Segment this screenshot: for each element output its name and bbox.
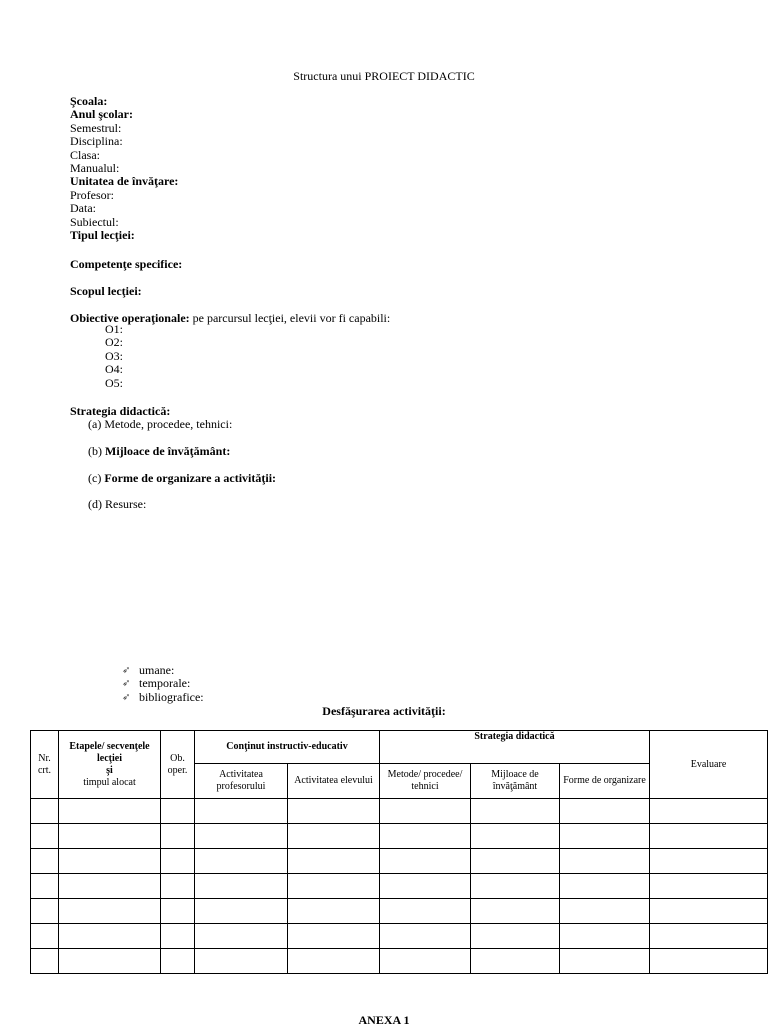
page-title: Structura unui PROIECT DIDACTIC: [293, 69, 475, 83]
field-label: Data:: [70, 201, 96, 216]
strategia-text: Mijloace de învăţământ:: [105, 444, 231, 458]
table-cell: [380, 799, 471, 824]
table-row: [31, 949, 768, 974]
etape-line: timpul alocat: [83, 776, 136, 788]
table-cell: [59, 849, 161, 874]
table-cell: [195, 949, 288, 974]
table-cell: [59, 874, 161, 899]
col-continut: Conţinut instructiv-educativ: [195, 731, 380, 764]
table-cell: [59, 924, 161, 949]
arrow-bullet-icon: ➶: [122, 665, 131, 676]
table-cell: [288, 824, 380, 849]
table-cell: [31, 899, 59, 924]
strategia-item-b: [88, 444, 230, 459]
field-label: Unitatea de învăţare:: [70, 174, 179, 189]
obiectiv-item: O4:: [105, 362, 123, 377]
table-cell: [195, 899, 288, 924]
strategia-text: Resurse:: [105, 497, 147, 511]
table-cell: [195, 874, 288, 899]
field-label: Şcoala:: [70, 94, 108, 108]
obiective-text: pe parcursul lecţiei, elevii vor fi capabili:: [189, 311, 391, 325]
col-etape: [59, 731, 161, 799]
strategia-text: Metode, procedee, tehnici:: [104, 417, 233, 431]
strategia-prefix: (b): [88, 444, 102, 458]
col-evaluare: Evaluare: [650, 731, 768, 799]
obiectiv-item: O5:: [105, 375, 123, 390]
field-label: Semestrul:: [70, 120, 122, 135]
table-row: [31, 899, 768, 924]
table-cell: [288, 874, 380, 899]
anexa-label: ANEXA 1: [358, 1013, 410, 1027]
table-row: [31, 924, 768, 949]
field-label: Profesor:: [70, 187, 114, 202]
resurse-item: [122, 664, 204, 677]
field-label: Subiectul:: [70, 214, 119, 229]
table-cell: [288, 949, 380, 974]
table-cell: [650, 899, 768, 924]
strategia-label: Strategia didactică:: [70, 404, 171, 418]
table-cell: [560, 799, 650, 824]
strategia-prefix: (d): [88, 497, 102, 511]
table-cell: [59, 949, 161, 974]
arrow-bullet-icon: ➶: [122, 691, 131, 703]
table-cell: [161, 874, 195, 899]
col-forme: Forme de organizare: [560, 764, 650, 799]
table-cell: [195, 799, 288, 824]
table-row: [31, 849, 768, 874]
table-cell: [380, 949, 471, 974]
table-cell: [471, 849, 560, 874]
table-cell: [650, 949, 768, 974]
field-label: Disciplina:: [70, 134, 123, 149]
table-cell: [59, 824, 161, 849]
table-cell: [471, 874, 560, 899]
field-label: Manualul:: [70, 160, 120, 175]
strategia-item-a: [88, 417, 232, 432]
strategia-text: Forme de organizare a activităţii:: [104, 471, 277, 485]
strategia-item-d: [88, 497, 146, 512]
table-cell: [380, 849, 471, 874]
table-cell: [471, 799, 560, 824]
table-cell: [560, 824, 650, 849]
table-cell: [650, 824, 768, 849]
table-cell: [560, 849, 650, 874]
table-cell: [31, 924, 59, 949]
table-cell: [161, 899, 195, 924]
table-cell: [471, 949, 560, 974]
table-cell: [380, 924, 471, 949]
table-cell: [650, 924, 768, 949]
resurse-item: [122, 677, 204, 690]
resurse-text: temporale:: [139, 676, 191, 691]
table-cell: [650, 849, 768, 874]
header-fields: [70, 95, 178, 242]
col-activitatea-elevului: Activitatea elevului: [288, 764, 380, 799]
etape-line: Etapele/ secvenţele: [69, 740, 150, 752]
competente-label: Competenţe specifice:: [70, 257, 183, 271]
table-cell: [650, 874, 768, 899]
table-cell: [31, 799, 59, 824]
col-strategia: Strategia didactică: [380, 731, 650, 764]
scopul-label: Scopul lecţiei:: [70, 284, 142, 298]
field-label: Anul şcolar:: [70, 107, 133, 122]
strategia-item-c: [88, 471, 276, 486]
resurse-text: bibliografice:: [139, 689, 204, 704]
table-cell: [31, 874, 59, 899]
table-cell: [560, 899, 650, 924]
table-cell: [195, 824, 288, 849]
table-cell: [195, 849, 288, 874]
table-cell: [288, 924, 380, 949]
table-cell: [288, 899, 380, 924]
etape-line: şi: [106, 764, 113, 776]
table-cell: [380, 824, 471, 849]
strategia-prefix: (a): [88, 417, 102, 431]
table-body: [31, 799, 768, 974]
table-cell: [59, 799, 161, 824]
table-row: [31, 824, 768, 849]
etape-line: lecţiei: [97, 752, 122, 764]
activity-table: [30, 730, 768, 974]
table-cell: [161, 949, 195, 974]
table-cell: [161, 799, 195, 824]
table-cell: [288, 799, 380, 824]
table-cell: [471, 899, 560, 924]
strategia-prefix: (c): [88, 471, 102, 485]
obiectiv-item: O3:: [105, 348, 123, 363]
table-cell: [471, 824, 560, 849]
desfasurare-title: Desfăşurarea activităţii:: [322, 704, 446, 718]
arrow-bullet-icon: ➶: [122, 678, 131, 690]
field-label: Tipul lecţiei:: [70, 227, 135, 242]
table-cell: [195, 924, 288, 949]
obiectiv-item: O1:: [105, 322, 123, 336]
table-row: [31, 799, 768, 824]
table-row: [31, 874, 768, 899]
col-ob-oper: Ob. oper.: [161, 731, 195, 799]
field-label: Clasa:: [70, 147, 100, 162]
table-cell: [59, 899, 161, 924]
table-cell: [560, 924, 650, 949]
resurse-item: [122, 691, 204, 704]
col-activitatea-profesorului: Activitatea profesorului: [195, 764, 288, 799]
table-cell: [288, 849, 380, 874]
table-cell: [31, 849, 59, 874]
table-cell: [380, 899, 471, 924]
table-cell: [161, 849, 195, 874]
table-cell: [161, 824, 195, 849]
table-cell: [560, 949, 650, 974]
col-mijloace: Mijloace de învăţământ: [471, 764, 560, 799]
obiective-label: Obiective operaţionale:: [70, 311, 190, 325]
col-nr-crt: Nr. crt.: [31, 731, 59, 799]
resurse-text: umane:: [139, 663, 175, 677]
obiectiv-item: O2:: [105, 335, 123, 350]
col-metode: Metode/ procedee/ tehnici: [380, 764, 471, 799]
table-cell: [31, 949, 59, 974]
table-cell: [31, 824, 59, 849]
table-cell: [650, 799, 768, 824]
table-cell: [560, 874, 650, 899]
table-cell: [161, 924, 195, 949]
table-cell: [471, 924, 560, 949]
obiective-list: [105, 323, 123, 390]
resurse-list: [122, 664, 204, 704]
table-cell: [380, 874, 471, 899]
